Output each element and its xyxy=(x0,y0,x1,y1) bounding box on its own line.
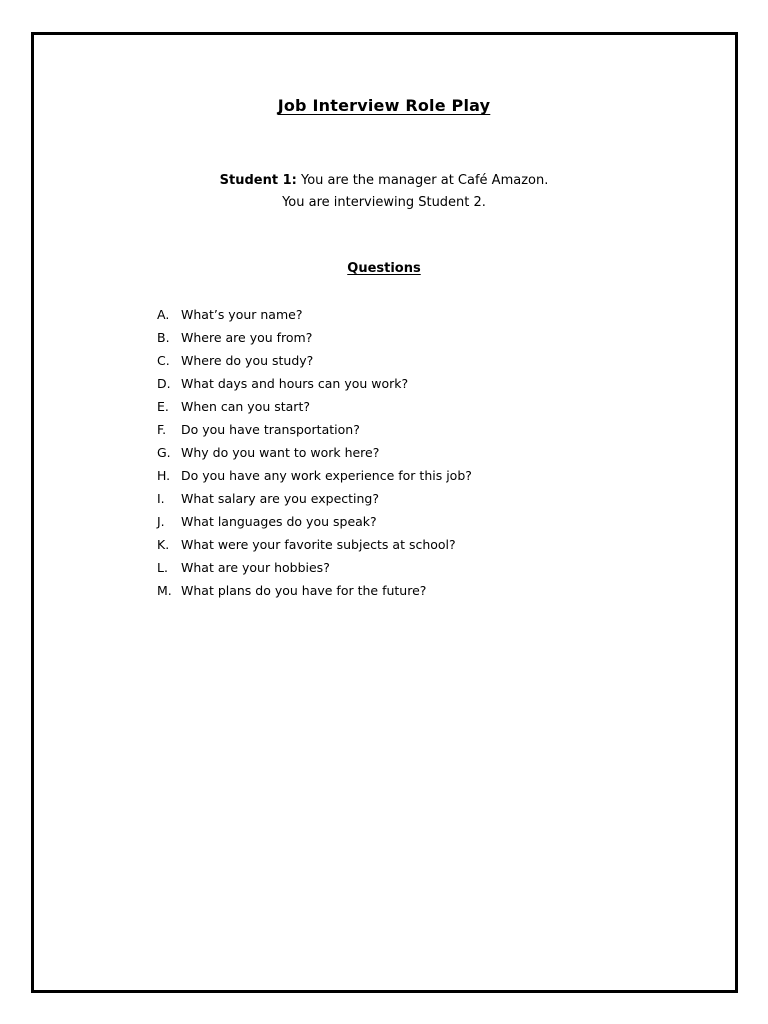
intro-text-1: You are the manager at Café Amazon. xyxy=(301,173,549,188)
question-item xyxy=(157,328,472,351)
question-text: What days and hours can you work? xyxy=(181,376,409,391)
question-item xyxy=(157,397,472,420)
question-letter: D. xyxy=(157,376,171,391)
question-item xyxy=(157,512,472,535)
question-letter: M. xyxy=(157,583,172,598)
question-text: What are your hobbies? xyxy=(181,560,330,575)
question-text: When can you start? xyxy=(181,399,310,414)
intro-line-2: You are interviewing Student 2. xyxy=(282,195,486,210)
question-letter: J. xyxy=(157,514,165,529)
question-letter: L. xyxy=(157,560,168,575)
questions-heading: Questions xyxy=(347,261,421,276)
question-text: Do you have any work experience for this job? xyxy=(181,468,472,483)
question-letter: C. xyxy=(157,353,170,368)
question-text: What salary are you expecting? xyxy=(181,491,379,506)
intro-block xyxy=(0,170,768,214)
student-label: Student 1: xyxy=(219,173,297,188)
question-text: What’s your name? xyxy=(181,307,303,322)
question-item xyxy=(157,489,472,512)
question-item xyxy=(157,443,472,466)
document-title: Job Interview Role Play xyxy=(277,96,491,115)
question-text: What languages do you speak? xyxy=(181,514,377,529)
question-text: Where are you from? xyxy=(181,330,313,345)
question-letter: A. xyxy=(157,307,170,322)
question-item xyxy=(157,374,472,397)
question-item xyxy=(157,351,472,374)
question-list xyxy=(157,305,472,604)
question-item xyxy=(157,535,472,558)
question-text: Why do you want to work here? xyxy=(181,445,380,460)
question-item xyxy=(157,558,472,581)
question-text: Do you have transportation? xyxy=(181,422,360,437)
question-item xyxy=(157,581,472,604)
question-letter: I. xyxy=(157,491,165,506)
intro-line-1 xyxy=(0,170,768,192)
question-letter: E. xyxy=(157,399,169,414)
question-letter: K. xyxy=(157,537,170,552)
question-letter: G. xyxy=(157,445,171,460)
question-text: What plans do you have for the future? xyxy=(181,583,427,598)
question-letter: F. xyxy=(157,422,167,437)
question-text: What were your favorite subjects at school? xyxy=(181,537,456,552)
question-text: Where do you study? xyxy=(181,353,314,368)
question-item xyxy=(157,420,472,443)
question-letter: H. xyxy=(157,468,171,483)
question-item xyxy=(157,305,472,328)
question-letter: B. xyxy=(157,330,170,345)
question-item xyxy=(157,466,472,489)
